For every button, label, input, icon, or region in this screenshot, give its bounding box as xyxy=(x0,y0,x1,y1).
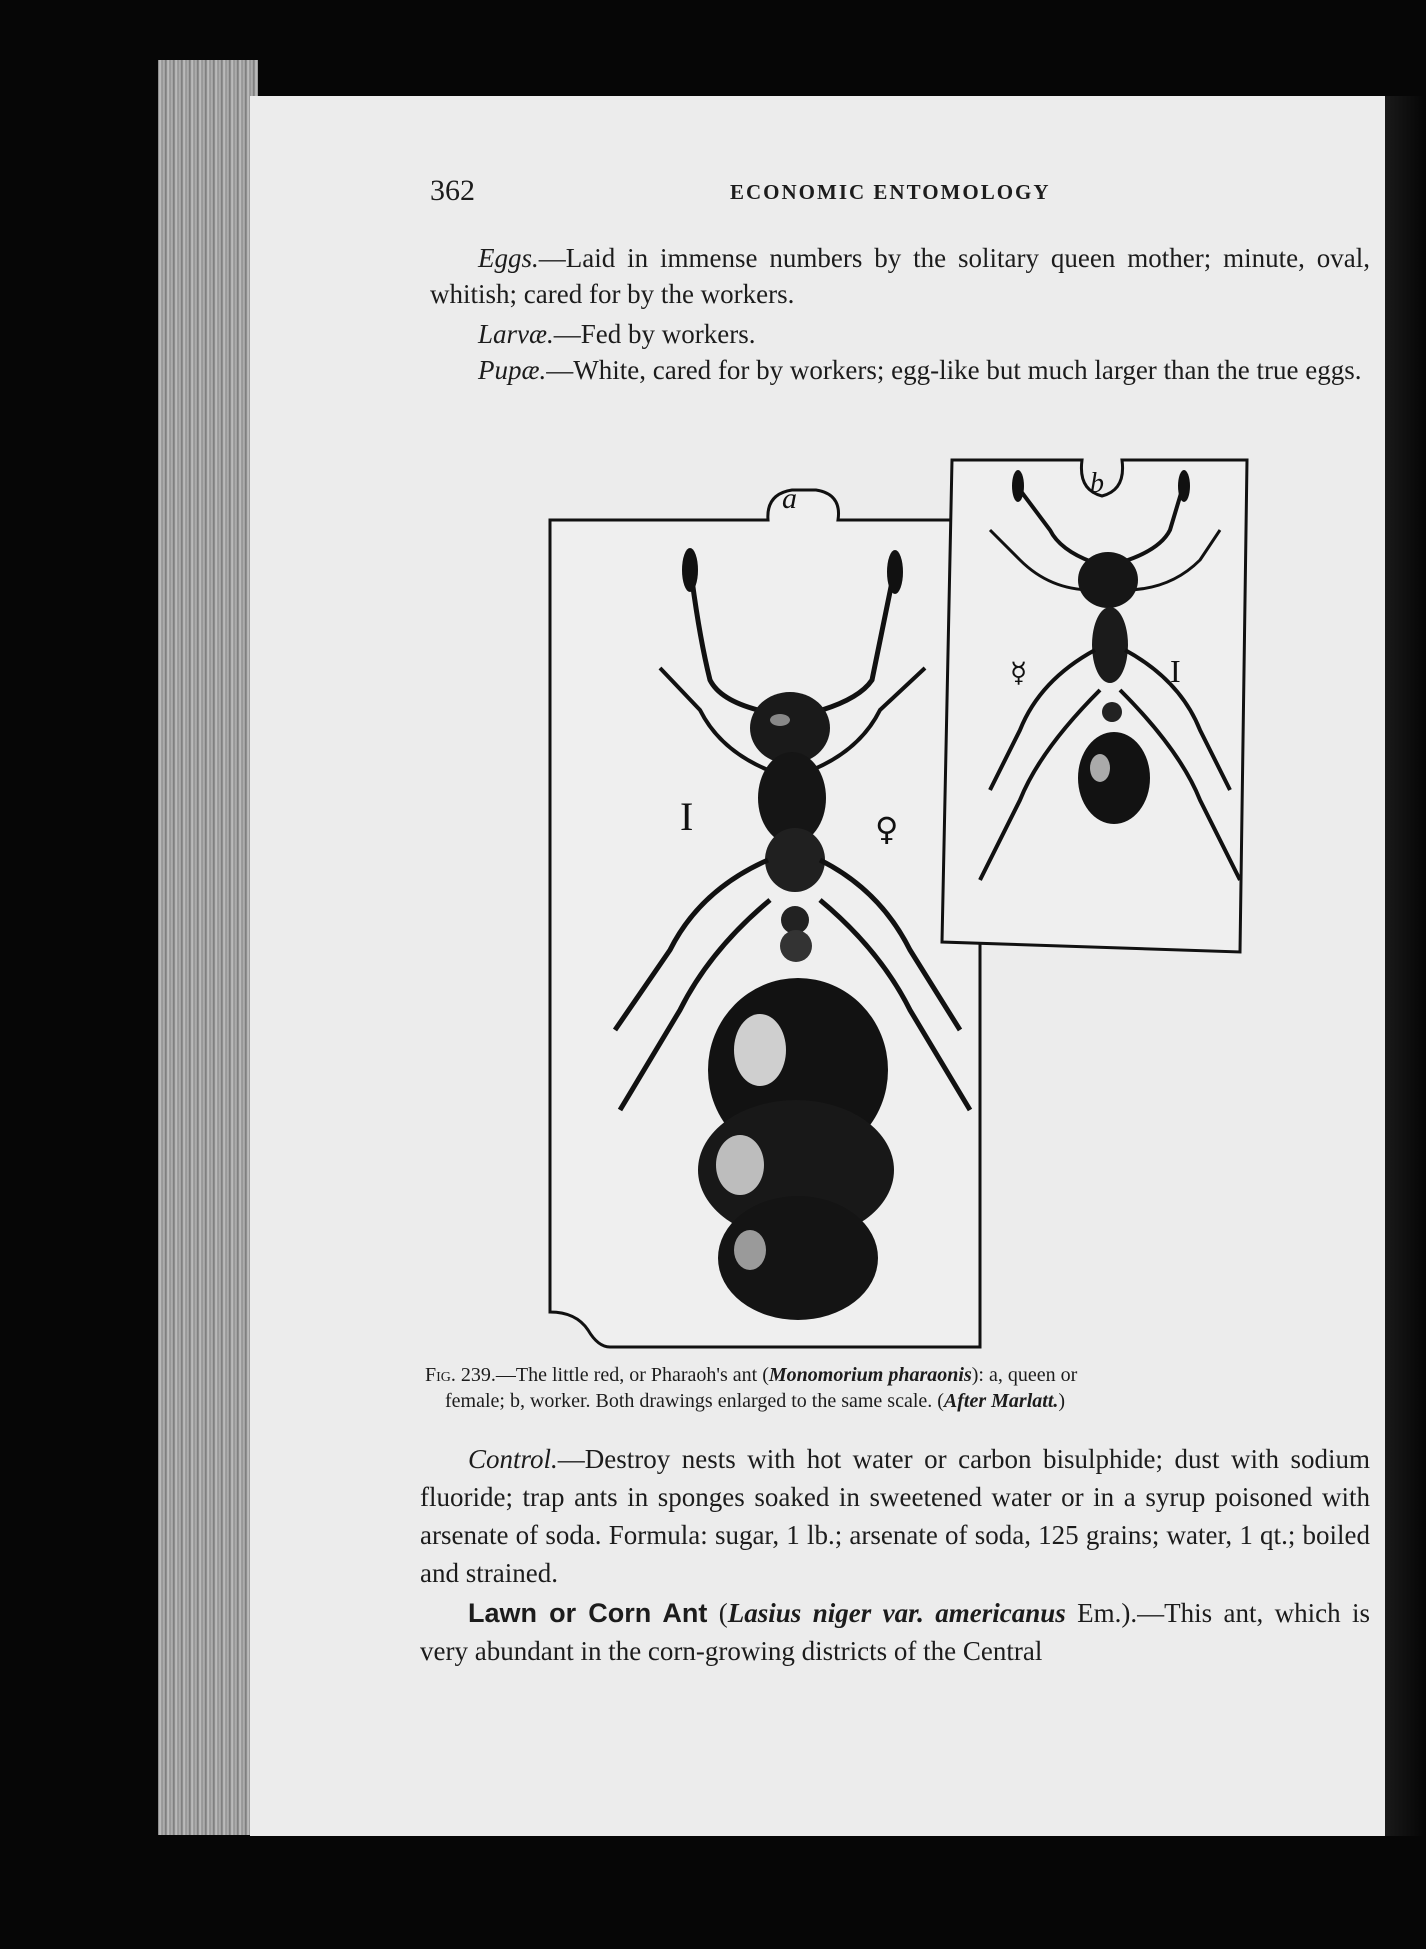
eggs-lead: Eggs. xyxy=(478,243,539,273)
caption-fig-number: 239. xyxy=(460,1364,496,1386)
lawn-ant-heading: Lawn or Corn Ant xyxy=(468,1598,708,1628)
figure-caption xyxy=(425,1362,1365,1414)
caption-fig-label: Fig. xyxy=(425,1364,456,1386)
caption-text-1: —The little red, or Pharaoh's ant ( xyxy=(495,1364,769,1386)
caption-credit: After Marlatt. xyxy=(943,1390,1059,1412)
paragraph-eggs xyxy=(430,240,1370,312)
larvae-lead: Larvæ. xyxy=(478,319,554,349)
panel-a-label: a xyxy=(782,482,797,515)
page-number: 362 xyxy=(430,174,475,207)
eggs-text: —Laid in immense numbers by the solitary queen mother; minute, oval, whitish; cared for by the workers. xyxy=(430,243,1370,309)
lawn-ant-species: Lasius niger var. americanus xyxy=(727,1598,1066,1628)
ant-figure-illustration xyxy=(520,450,1260,1355)
caption-line-1 xyxy=(425,1362,1365,1388)
paragraph-pupae xyxy=(430,352,1370,388)
caption-text-2: ): a, queen or xyxy=(971,1364,1078,1386)
pupae-text: —White, cared for by workers; egg-like but much larger than the true eggs. xyxy=(546,355,1362,385)
worker-sex-symbol: ☿ xyxy=(1010,656,1028,689)
paragraph-lawn-ant xyxy=(420,1594,1370,1670)
control-text: —Destroy nests with hot water or carbon bisulphide; dust with sodium fluoride; trap ants in sponges soaked in sweetened water or in a syrup poisoned with arsenate of soda. Formula: sugar, 1 lb.; arsenate of soda, 125 grains; water, 1 qt.; boiled and strained. xyxy=(420,1444,1370,1588)
pupae-lead: Pupæ. xyxy=(478,355,547,385)
caption-line-2 xyxy=(425,1388,1365,1414)
caption-species: Monomorium pharaonis xyxy=(768,1364,972,1386)
page-stack-edge xyxy=(158,60,258,1835)
lawn-ant-text: Em.).—This ant, which is very abundant in the corn-growing districts of the Central xyxy=(420,1598,1371,1666)
lawn-paren-open: ( xyxy=(707,1598,728,1628)
panel-b-label: b xyxy=(1090,468,1104,499)
control-lead: Control. xyxy=(468,1444,558,1474)
larvae-text: —Fed by workers. xyxy=(553,319,756,349)
running-head: ECONOMIC ENTOMOLOGY xyxy=(730,180,1051,204)
page-header xyxy=(430,174,1080,214)
page-gutter-shadow xyxy=(1385,96,1426,1836)
caption-line2-end: ) xyxy=(1058,1390,1066,1412)
queen-sex-symbol: ♀ xyxy=(875,810,899,848)
paragraph-larvae xyxy=(430,316,1370,352)
paragraph-control xyxy=(420,1440,1370,1592)
worker-scale-mark: I xyxy=(1170,653,1181,689)
panel-b-frame xyxy=(942,460,1247,952)
caption-line2-text: female; b, worker. Both drawings enlarged to the same scale. ( xyxy=(445,1390,944,1412)
queen-scale-mark: I xyxy=(680,794,694,839)
